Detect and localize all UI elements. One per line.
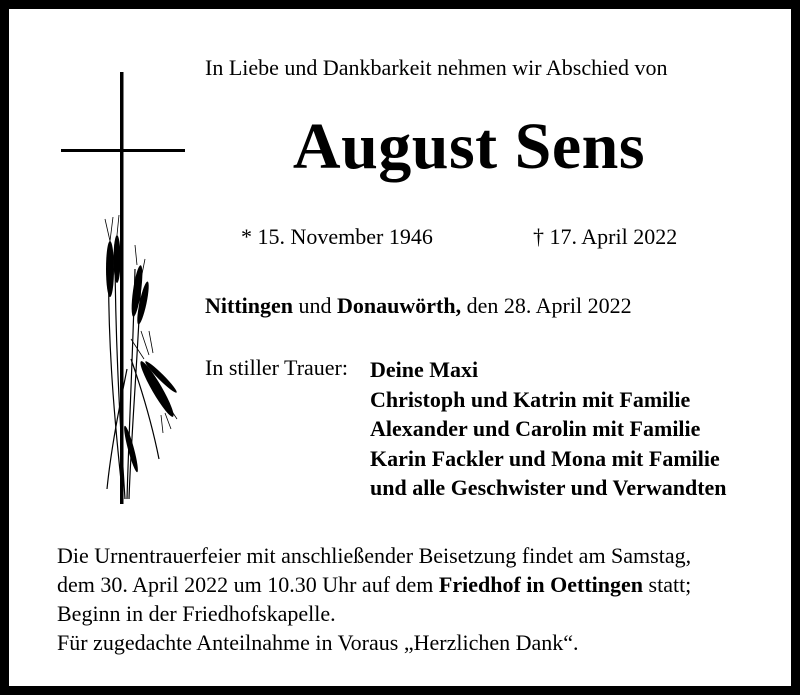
deceased-name: August Sens bbox=[292, 110, 646, 183]
mourner-line: Alexander und Carolin mit Familie bbox=[370, 416, 701, 441]
service-line-1: Die Urnentrauerfeier mit anschließender Beisetzung findet am Samstag, bbox=[57, 543, 692, 568]
death-date: † 17. April 2022 bbox=[533, 224, 678, 249]
mourner-line: Karin Fackler und Mona mit Familie bbox=[370, 445, 720, 471]
service-line-4: Für zugedachte Anteilnahme in Voraus „Herzlichen Dank“. bbox=[57, 630, 579, 655]
mourner-line: und alle Geschwister und Verwandten bbox=[370, 475, 727, 500]
service-line-2-post: statt; bbox=[643, 572, 692, 597]
mourning-label: In stiller Trauer: bbox=[205, 355, 348, 380]
place-town-1: Nittingen bbox=[205, 293, 293, 318]
mourners-list bbox=[370, 355, 727, 503]
mourner-line: Christoph und Katrin mit Familie bbox=[370, 386, 691, 412]
mourner-line: Deine Maxi bbox=[370, 357, 479, 382]
place-town-2: Donauwörth, bbox=[337, 293, 462, 318]
service-info bbox=[57, 541, 691, 657]
place-and-connector: und bbox=[293, 293, 337, 318]
cemetery-name: Friedhof in Oettingen bbox=[438, 572, 644, 597]
service-line-2-pre: dem 30. April 2022 um 10.30 Uhr auf dem bbox=[57, 572, 439, 597]
service-line-3: Beginn in der Friedhofskapelle. bbox=[57, 601, 336, 626]
birth-date: * 15. November 1946 bbox=[241, 224, 433, 249]
place-and-date bbox=[205, 293, 632, 319]
place-date: den 28. April 2022 bbox=[461, 293, 632, 318]
intro-text: In Liebe und Dankbarkeit nehmen wir Abschied von bbox=[205, 55, 668, 80]
service-line-2 bbox=[57, 570, 691, 599]
